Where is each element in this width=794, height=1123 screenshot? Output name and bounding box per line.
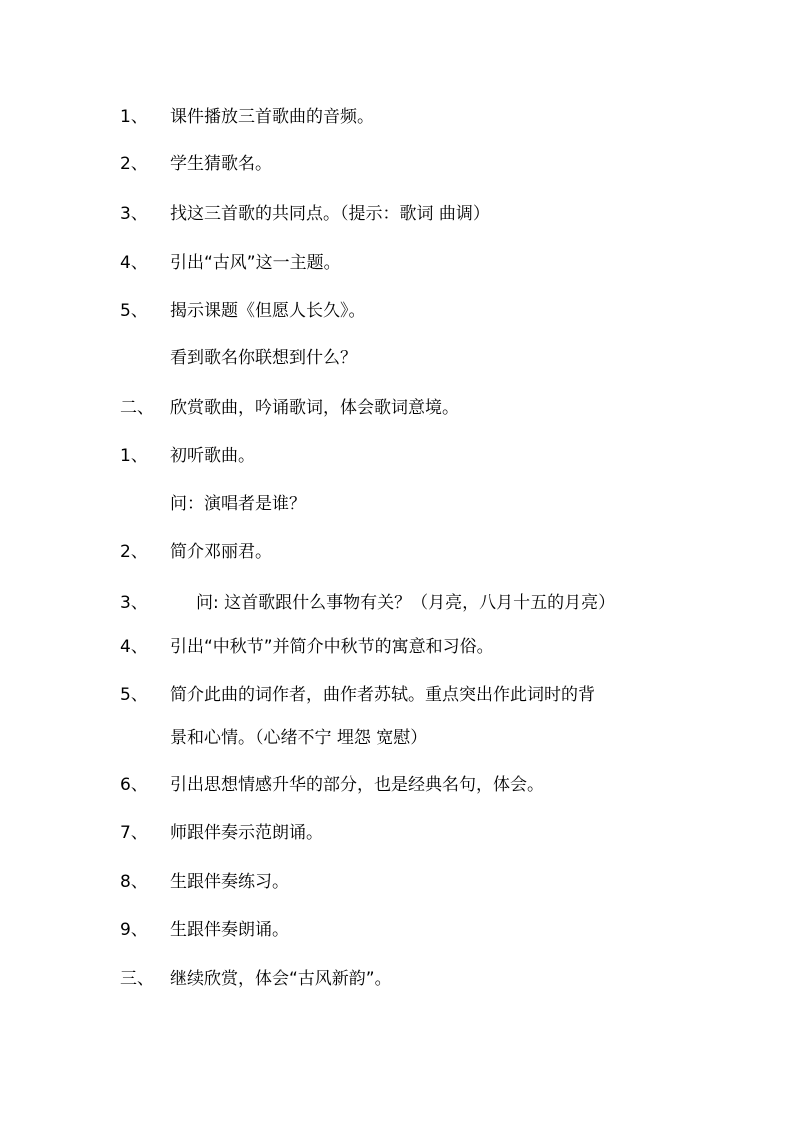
list-item-continuation (0, 343, 794, 373)
section-heading (0, 393, 794, 423)
item-text: 初听歌曲。 (170, 446, 255, 466)
item-number: 2、 (120, 154, 148, 174)
list-item (0, 441, 794, 471)
item-number: 4、 (120, 253, 148, 273)
section-text: 继续欣赏，体会“古风新韵”。 (170, 969, 392, 989)
item-text: 找这三首歌的共同点。（提示：歌词 曲调） (170, 204, 490, 224)
item-number: 3、 (120, 593, 148, 613)
section-number: 三、 (120, 969, 154, 989)
item-number: 4、 (120, 637, 148, 657)
section-text: 欣赏歌曲，吟诵歌词，体会歌词意境。 (170, 398, 459, 418)
section-heading (0, 964, 794, 994)
item-number: 8、 (120, 872, 148, 892)
item-text: 引出“中秋节”并简介中秋节的寓意和习俗。 (170, 637, 494, 657)
list-item (0, 867, 794, 897)
list-item (0, 632, 794, 662)
item-text: 引出“古风”这一主题。 (170, 253, 341, 273)
item-number: 7、 (120, 823, 148, 843)
item-text: 简介邓丽君。 (170, 542, 272, 562)
item-number: 3、 (120, 204, 148, 224)
item-text: 师跟伴奏示范朗诵。 (170, 823, 323, 843)
item-number: 6、 (120, 775, 148, 795)
item-text: 生跟伴奏练习。 (170, 872, 289, 892)
list-item (0, 199, 794, 229)
list-item (0, 248, 794, 278)
list-item-continuation (0, 723, 794, 753)
item-text: 简介此曲的词作者，曲作者苏轼。重点突出作此词时的背 (170, 685, 595, 705)
list-item (0, 537, 794, 567)
item-number: 9、 (120, 920, 148, 940)
list-item (0, 149, 794, 179)
item-text: 揭示课题《但愿人长久》。 (170, 301, 366, 321)
item-text: 课件播放三首歌曲的音频。 (170, 107, 374, 127)
item-number: 1、 (120, 107, 148, 127)
item-number: 2、 (120, 542, 148, 562)
list-item (0, 818, 794, 848)
list-item (0, 102, 794, 132)
section-number: 二、 (120, 398, 154, 418)
item-text: 学生猜歌名。 (170, 154, 272, 174)
item-number: 5、 (120, 685, 148, 705)
item-number: 1、 (120, 446, 148, 466)
item-text: 生跟伴奏朗诵。 (170, 920, 289, 940)
list-item (0, 680, 794, 710)
item-text: 看到歌名你联想到什么？ (170, 348, 357, 368)
item-text: 问：演唱者是谁？ (170, 494, 306, 514)
list-item-continuation (0, 489, 794, 519)
item-text: 引出思想情感升华的部分，也是经典名句，体会。 (170, 775, 544, 795)
list-item (0, 770, 794, 800)
item-text: 景和心情。（心绪不宁 埋怨 宽慰） (170, 728, 428, 748)
list-item (0, 296, 794, 326)
item-text: 问: 这首歌跟什么事物有关？（月亮，八月十五的月亮） (196, 593, 616, 613)
list-item (0, 915, 794, 945)
list-item (0, 588, 794, 618)
item-number: 5、 (120, 301, 148, 321)
